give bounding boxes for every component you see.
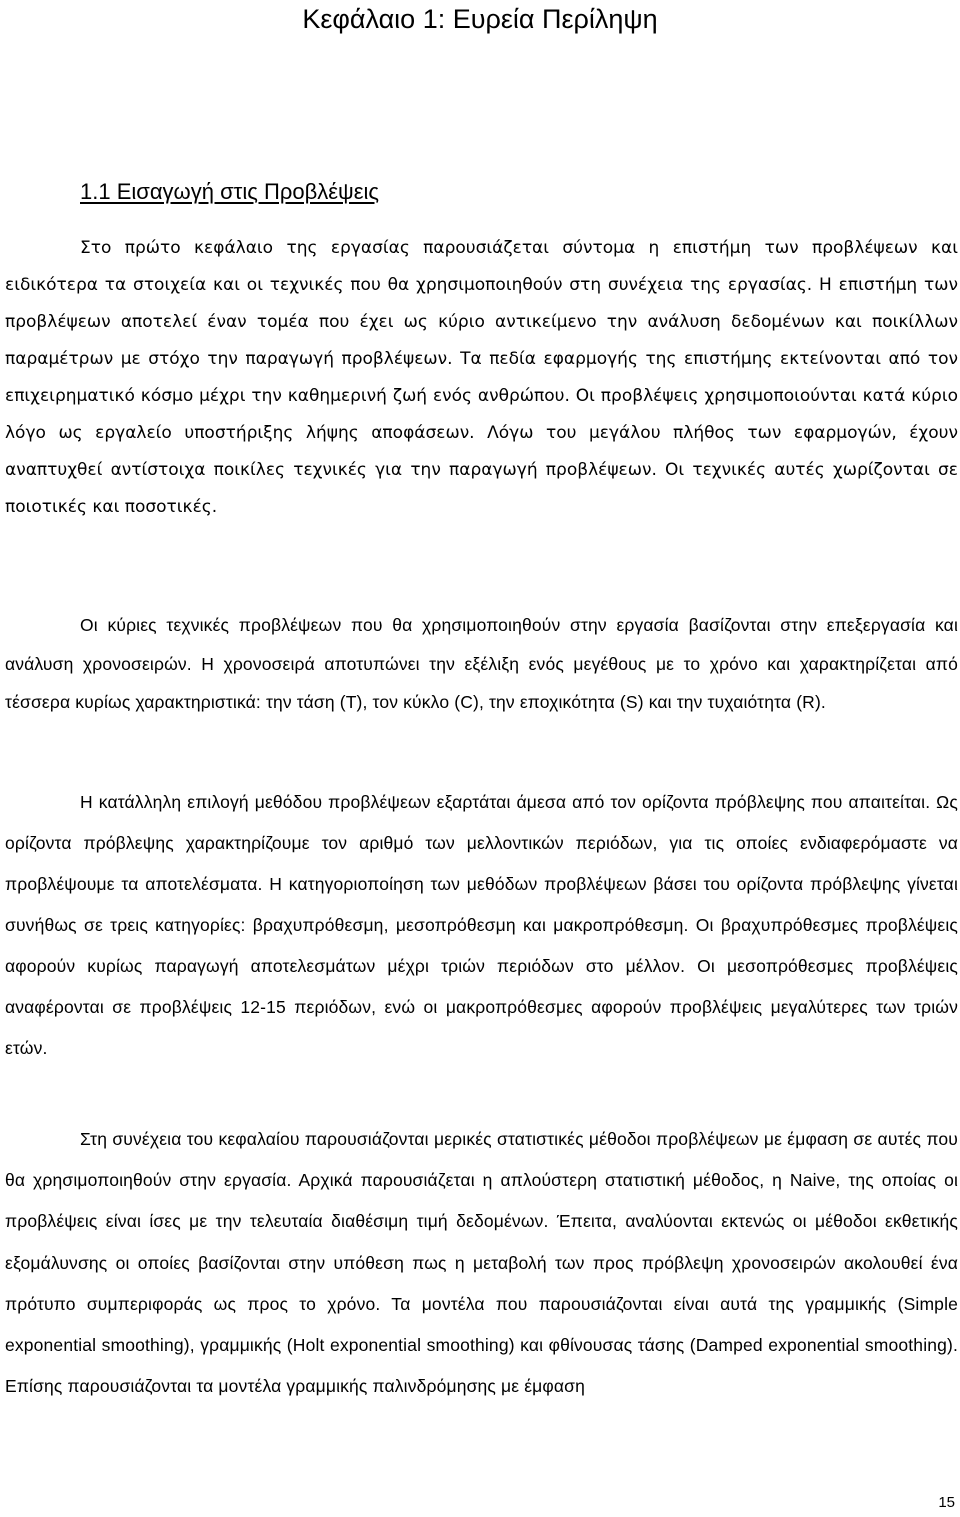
paragraph-methods-overview: Στη συνέχεια του κεφαλαίου παρουσιάζονται μερικές στατιστικές μέθοδοι προβλέψεων με έμφαση σε αυτές που θα χρησιμοποιηθούν στην εργασία. Αρχικά παρουσιάζεται η απλούστερη στατιστική μέθοδος, η Naive, της οποίας οι προβλέψεις είναι ίσες με την τελευταία διαθέσιμη τιμή δεδομένων. Έπειτα, αναλύονται εκτενώς οι μέθοδοι εκθετικής εξομάλυνσης οι οποίες βασίζονται στην υπόθεση πως η μεταβολή των προς πρόβλεψη χρονοσειρών ακολουθεί ένα πρότυπο συμπεριφοράς ως προς το χρόνο. Τα μοντέλα που παρουσιάζονται είναι αυτά της γραμμικής (Simple exponential smoothing), γραμμικής (Holt exponential smoothing) και φθίνουσας τάσης (Damped exponential smoothing). Επίσης παρουσιάζονται τα μοντέλα γραμμικής παλινδρόμησης με έμφαση [5,1129,958,1397]
paragraph-forecast-horizon: Η κατάλληλη επιλογή μεθόδου προβλέψεων εξαρτάται άμεσα από τον ορίζοντα πρόβλεψης που απαιτείται. Ως ορίζοντα πρόβλεψης χαρακτηρίζουμε τον αριθμό των μελλοντικών περιόδων, για τις οποίες ενδιαφερόμαστε να προβλέψουμε τα αποτελέσματα. Η κατηγοριοποίηση των μεθόδων προβλέψεων βάσει του ορίζοντα πρόβλεψης γίνεται συνήθως σε τρεις κατηγορίες: βραχυπρόθεσμη, μεσοπρόθεσμη και μακροπρόθεσμη. Οι βραχυπρόθεσμες προβλέψεις αφορούν κυρίως παραγωγή αποτελεσμάτων μέχρι τριών περιόδων στο μέλλον. Οι μεσοπρόθεσμες προβλέψεις αναφέρονται σε προβλέψεις 12-15 περιόδων, ενώ οι μακροπρόθεσμες αφορούν προβλέψεις μεγαλύτερες των τριών ετών. [5,792,958,1058]
chapter-title: Κεφάλαιο 1: Ευρεία Περίληψη [302,4,658,34]
section-heading: 1.1 Εισαγωγή στις Προβλέψεις [80,179,380,204]
paragraph-intro: Στο πρώτο κεφάλαιο της εργασίας παρουσιάζεται σύντομα η επιστήμη των προβλέψεων και ειδικότερα τα στοιχεία και οι τεχνικές που θα χρησιμοποιηθούν στη συνέχεια της εργασίας. Η επιστήμη των προβλέψεων αποτελεί έναν τομέα που έχει ως κύριο αντικείμενο την ανάλυση δεδομένων και ποικίλλων παραμέτρων με στόχο την παραγωγή προβλέψεων. Τα πεδία εφαρμογής της επιστήμης εκτείνονται από τον επιχειρηματικό κόσμο μέχρι την καθημερινή ζωή ενός ανθρώπου. Οι προβλέψεις χρησιμοποιούνται κατά κύριο λόγο ως εργαλείο υποστήριξης λήψης αποφάσεων. Λόγω του μεγάλου πλήθος των εφαρμογών, έχουν αναπτυχθεί αντίστοιχα ποικίλες τεχνικές για την παραγωγή προβλέψεων. Οι τεχνικές αυτές χωρίζονται σε ποιοτικές και ποσοτικές. [5,238,958,517]
paragraph-time-series: Οι κύριες τεχνικές προβλέψεων που θα χρησιμοποιηθούν στην εργασία βασίζονται στην επεξεργασία και ανάλυση χρονοσειρών. Η χρονοσειρά αποτυπώνει την εξέλιξη ενός μεγέθους με το χρόνο και χαρακτηρίζεται από τέσσερα κυρίως χαρακτηριστικά: την τάση (T), τον κύκλο (C), την εποχικότητα (S) και την τυχαιότητα (R). [5,615,958,712]
page-number: 15 [938,1494,955,1511]
